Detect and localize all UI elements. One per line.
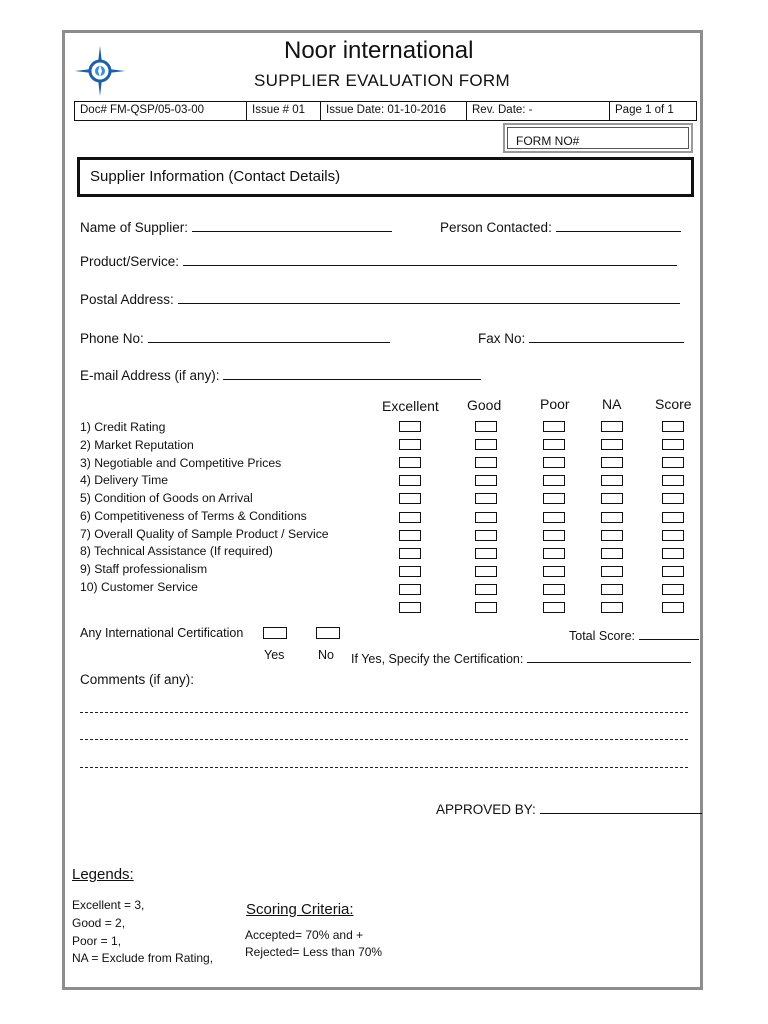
product-service-label: Product/Service: bbox=[80, 254, 180, 269]
issue-date: Issue Date: 01-10-2016 bbox=[321, 102, 467, 120]
rating-checkbox-na[interactable] bbox=[601, 512, 623, 523]
legend-item: Good = 2, bbox=[72, 916, 126, 930]
doc-number: Doc# FM-QSP/05-03-00 bbox=[75, 102, 247, 120]
rating-checkbox-poor[interactable] bbox=[543, 602, 565, 613]
rating-checkbox-excellent[interactable] bbox=[399, 548, 421, 559]
rating-checkbox-na[interactable] bbox=[601, 475, 623, 486]
rating-checkbox-good[interactable] bbox=[475, 566, 497, 577]
email-label: E-mail Address (if any): bbox=[80, 368, 220, 383]
rev-date: Rev. Date: - bbox=[467, 102, 610, 120]
supplier-name-label: Name of Supplier: bbox=[80, 220, 189, 235]
rating-checkbox-na[interactable] bbox=[601, 584, 623, 595]
phone-label: Phone No: bbox=[80, 331, 144, 346]
person-contacted-field[interactable] bbox=[440, 219, 681, 235]
total-score-label: Total Score: bbox=[569, 629, 636, 643]
approved-by-line[interactable] bbox=[540, 801, 702, 814]
rating-checkbox-score[interactable] bbox=[662, 493, 684, 504]
rating-checkbox-poor[interactable] bbox=[543, 439, 565, 450]
form-title: SUPPLIER EVALUATION FORM bbox=[254, 71, 510, 90]
criteria-item: 7) Overall Quality of Sample Product / Service bbox=[80, 527, 329, 541]
rating-checkbox-poor[interactable] bbox=[543, 584, 565, 595]
rating-checkbox-score[interactable] bbox=[662, 584, 684, 595]
rating-checkbox-good[interactable] bbox=[475, 512, 497, 523]
rating-checkbox-score[interactable] bbox=[662, 439, 684, 450]
product-service-field[interactable] bbox=[80, 253, 677, 269]
certification-specify-label: If Yes, Specify the Certification: bbox=[351, 652, 524, 666]
rating-checkbox-score[interactable] bbox=[662, 457, 684, 468]
person-contacted-line[interactable] bbox=[556, 219, 681, 232]
scoring-item: Accepted= 70% and + bbox=[245, 928, 364, 942]
rating-checkbox-na[interactable] bbox=[601, 493, 623, 504]
rating-checkbox-score[interactable] bbox=[662, 602, 684, 613]
rating-checkbox-excellent[interactable] bbox=[399, 439, 421, 450]
column-score: Score bbox=[655, 396, 692, 412]
total-score-field[interactable] bbox=[569, 627, 699, 643]
rating-checkbox-na[interactable] bbox=[601, 421, 623, 432]
column-poor: Poor bbox=[540, 396, 570, 412]
rating-checkbox-excellent[interactable] bbox=[399, 457, 421, 468]
rating-checkbox-na[interactable] bbox=[601, 530, 623, 541]
approved-by-field[interactable] bbox=[436, 801, 702, 817]
certification-specify-line[interactable] bbox=[527, 650, 691, 663]
rating-checkbox-na[interactable] bbox=[601, 457, 623, 468]
fax-label: Fax No: bbox=[478, 331, 526, 346]
person-contacted-label: Person Contacted: bbox=[440, 220, 552, 235]
column-good: Good bbox=[467, 397, 502, 413]
rating-checkbox-poor[interactable] bbox=[543, 457, 565, 468]
rating-checkbox-score[interactable] bbox=[662, 566, 684, 577]
certification-no-label: No bbox=[318, 648, 334, 662]
document-control-table bbox=[74, 101, 697, 121]
rating-checkbox-poor[interactable] bbox=[543, 530, 565, 541]
legends-title: Legends: bbox=[72, 866, 134, 883]
comment-line[interactable] bbox=[80, 739, 688, 740]
rating-checkbox-na[interactable] bbox=[601, 566, 623, 577]
criteria-item: 9) Staff professionalism bbox=[80, 562, 208, 576]
column-excellent: Excellent bbox=[382, 398, 439, 414]
legend-item: NA = Exclude from Rating, bbox=[72, 951, 214, 965]
page-number: Page 1 of 1 bbox=[615, 104, 674, 116]
comment-line[interactable] bbox=[80, 767, 688, 768]
rating-checkbox-poor[interactable] bbox=[543, 566, 565, 577]
rating-checkbox-good[interactable] bbox=[475, 530, 497, 541]
rating-checkbox-excellent[interactable] bbox=[399, 566, 421, 577]
rating-checkbox-excellent[interactable] bbox=[399, 475, 421, 486]
section-header bbox=[77, 157, 694, 197]
comments-label: Comments (if any): bbox=[80, 672, 195, 687]
rating-checkbox-na[interactable] bbox=[601, 439, 623, 450]
criteria-item: 8) Technical Assistance (If required) bbox=[80, 544, 273, 558]
rating-checkbox-poor[interactable] bbox=[543, 548, 565, 559]
compass-logo-icon bbox=[74, 45, 126, 97]
criteria-item: 5) Condition of Goods on Arrival bbox=[80, 491, 253, 505]
approved-by-label: APPROVED BY: bbox=[436, 802, 536, 817]
rating-checkbox-excellent[interactable] bbox=[399, 493, 421, 504]
rating-checkbox-poor[interactable] bbox=[543, 475, 565, 486]
rating-checkbox-excellent[interactable] bbox=[399, 512, 421, 523]
criteria-item: 6) Competitiveness of Terms & Conditions bbox=[80, 509, 307, 523]
rating-checkbox-excellent[interactable] bbox=[399, 584, 421, 595]
form-number-box bbox=[503, 123, 693, 153]
fax-line[interactable] bbox=[529, 330, 684, 343]
rating-checkbox-na[interactable] bbox=[601, 548, 623, 559]
supplier-name-field[interactable] bbox=[80, 219, 392, 235]
scoring-item: Rejected= Less than 70% bbox=[245, 945, 383, 959]
rating-checkbox-na[interactable] bbox=[601, 602, 623, 613]
certification-no-checkbox[interactable] bbox=[316, 627, 340, 639]
rating-checkbox-score[interactable] bbox=[662, 512, 684, 523]
rating-checkbox-good[interactable] bbox=[475, 457, 497, 468]
section-title: Supplier Information (Contact Details) bbox=[90, 168, 341, 185]
criteria-item: 1) Credit Rating bbox=[80, 420, 166, 434]
rating-checkbox-poor[interactable] bbox=[543, 421, 565, 432]
rating-checkbox-excellent[interactable] bbox=[399, 530, 421, 541]
email-line[interactable] bbox=[223, 367, 481, 380]
column-na: NA bbox=[602, 396, 622, 412]
rating-checkbox-good[interactable] bbox=[475, 493, 497, 504]
rating-checkbox-good[interactable] bbox=[475, 548, 497, 559]
rating-checkbox-score[interactable] bbox=[662, 421, 684, 432]
company-name: Noor international bbox=[284, 37, 474, 64]
rating-checkbox-poor[interactable] bbox=[543, 512, 565, 523]
rating-checkbox-poor[interactable] bbox=[543, 493, 565, 504]
fax-field[interactable] bbox=[478, 330, 684, 346]
issue-number: Issue # 01 bbox=[247, 102, 321, 120]
phone-field[interactable] bbox=[80, 330, 390, 346]
email-field[interactable] bbox=[80, 367, 481, 383]
rating-checkbox-score[interactable] bbox=[662, 475, 684, 486]
certification-label: Any International Certification bbox=[80, 626, 244, 640]
legend-item: Poor = 1, bbox=[72, 934, 122, 948]
criteria-item: 10) Customer Service bbox=[80, 580, 198, 594]
rating-checkbox-excellent[interactable] bbox=[399, 602, 421, 613]
product-service-line[interactable] bbox=[183, 253, 677, 266]
phone-line[interactable] bbox=[148, 330, 390, 343]
form-number-label: FORM NO# bbox=[507, 127, 689, 149]
rating-checkbox-good[interactable] bbox=[475, 475, 497, 486]
certification-yes-checkbox[interactable] bbox=[263, 627, 287, 639]
rating-checkbox-good[interactable] bbox=[475, 602, 497, 613]
criteria-item: 4) Delivery Time bbox=[80, 473, 169, 487]
total-score-line[interactable] bbox=[639, 627, 699, 640]
postal-address-line[interactable] bbox=[178, 291, 680, 304]
certification-specify-field[interactable] bbox=[351, 650, 691, 666]
comment-line[interactable] bbox=[80, 712, 688, 713]
legend-item: Excellent = 3, bbox=[72, 898, 145, 912]
scoring-criteria-title: Scoring Criteria: bbox=[246, 901, 354, 918]
certification-yes-label: Yes bbox=[264, 648, 285, 662]
criteria-item: 3) Negotiable and Competitive Prices bbox=[80, 456, 282, 470]
criteria-item: 2) Market Reputation bbox=[80, 438, 194, 452]
rating-checkbox-good[interactable] bbox=[475, 439, 497, 450]
rating-checkbox-good[interactable] bbox=[475, 421, 497, 432]
rating-checkbox-good[interactable] bbox=[475, 584, 497, 595]
rating-checkbox-excellent[interactable] bbox=[399, 421, 421, 432]
supplier-name-line[interactable] bbox=[192, 219, 392, 232]
postal-address-label: Postal Address: bbox=[80, 292, 174, 307]
rating-checkbox-score[interactable] bbox=[662, 548, 684, 559]
rating-checkbox-score[interactable] bbox=[662, 530, 684, 541]
postal-address-field[interactable] bbox=[80, 291, 680, 307]
